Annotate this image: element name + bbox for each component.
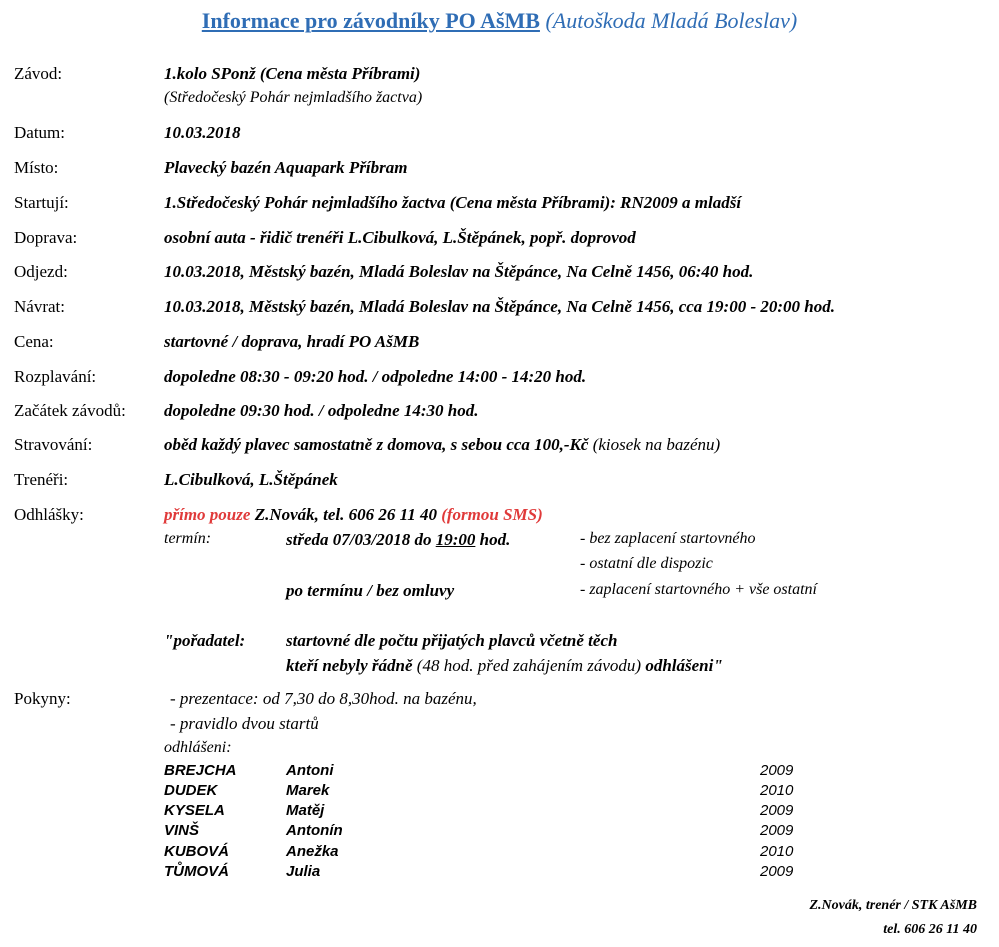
value-misto: Plavecký bazén Aquapark Příbram [164,158,408,177]
odhlasky-prime: přímo pouze [164,505,251,524]
value-doprava: osobní auta - řidič trenéři L.Cibulková, L.Štěpánek, popř. doprovod [164,228,636,247]
termin-deadline [286,530,510,550]
value-zavod-sub: (Středočeský Pohár nejmladšího žactva) [164,89,423,106]
label-odhlasky: Odhlášky: [14,505,84,524]
swimmer-surname: VINŠ [164,822,200,839]
swimmer-surname: KUBOVÁ [164,843,230,860]
label-navrat: Návrat: [14,297,65,316]
label-zavod: Závod: [14,64,63,83]
odhlasky-sms: (formou SMS) [441,505,543,524]
signature-line1: Z.Novák, trenér / STK AšMB [809,898,977,913]
swimmer-surname: BREJCHA [164,762,237,779]
swimmer-year: 2009 [760,863,794,880]
quote-line2-a: kteří nebyly řádně [286,656,413,675]
label-cena: Cena: [14,332,54,351]
title-subtitle: (Autoškoda Mladá Boleslav) [545,8,798,33]
value-treneri: L.Cibulková, L.Štěpánek [164,470,338,489]
swimmer-surname: KYSELA [164,802,225,819]
quote-line2 [286,656,723,676]
label-datum: Datum: [14,123,65,142]
swimmer-name: Antonín [286,822,343,839]
value-odjezd: 10.03.2018, Městský bazén, Mladá Boleslav na Štěpánce, Na Celně 1456, 06:40 hod. [164,262,754,281]
pokyny-item1: - prezentace: od 7,30 do 8,30hod. na bazénu, [170,689,477,708]
swimmer-year: 2009 [760,762,794,779]
swimmer-year: 2009 [760,822,794,839]
value-rozplavani: dopoledne 08:30 - 09:20 hod. / odpoledne 14:00 - 14:20 hod. [164,367,587,386]
swimmer-name: Marek [286,782,330,799]
swimmer-name: Matěj [286,802,325,819]
value-zacatek: dopoledne 09:30 hod. / odpoledne 14:30 hod. [164,401,479,420]
label-pokyny: Pokyny: [14,689,71,708]
pokyny-list-label: odhlášeni: [164,739,232,756]
swimmer-surname: TŮMOVÁ [164,863,229,880]
label-startuji: Startují: [14,193,69,212]
quote-line1: startovné dle počtu přijatých plavců včetně těch [286,631,618,650]
label-rozplavani: Rozplavání: [14,367,97,386]
label-doprava: Doprava: [14,228,78,247]
quote-line2-b: (48 hod. před zahájením závodu) [416,656,642,675]
swimmer-name: Anežka [286,843,339,860]
pokyny-item2: - pravidlo dvou startů [170,714,319,733]
swimmer-year: 2010 [760,782,794,799]
value-stravovani-main: oběd každý plavec samostatně z domova, s sebou cca 100,-Kč [164,435,589,454]
after-deadline: po termínu / bez omluvy [286,581,455,600]
odhlasky-contact: Z.Novák, tel. 606 26 11 40 [254,505,437,524]
swimmer-surname: DUDEK [164,782,218,799]
quote-label: "pořadatel: [164,631,246,650]
termin-note2: - ostatní dle dispozic [580,555,713,572]
value-navrat: 10.03.2018, Městský bazén, Mladá Boleslav na Štěpánce, Na Celně 1456, cca 19:00 - 20:00 hod. [164,297,835,316]
value-datum: 10.03.2018 [164,123,241,142]
deadline-time: 19:00 [435,530,476,549]
label-misto: Místo: [14,158,59,177]
value-cena: startovné / doprava, hradí PO AšMB [164,332,420,351]
swimmer-name: Julia [286,863,321,880]
label-treneri: Trenéři: [14,470,69,489]
page-title [0,8,999,34]
title-main: Informace pro závodníky PO AšMB [201,8,540,33]
swimmer-year: 2009 [760,802,794,819]
signature-line2: tel. 606 26 11 40 [883,922,977,937]
swimmer-name: Antoni [286,762,334,779]
value-zavod: 1.kolo SPonž (Cena města Příbrami) [164,64,421,83]
label-zacatek: Začátek závodů: [14,401,126,420]
value-stravovani-note: (kiosek na bazénu) [592,435,721,454]
deadline-pre: středa 07/03/2018 do [286,530,432,549]
label-odjezd: Odjezd: [14,262,68,281]
termin-note1: - bez zaplacení startovného [580,530,756,547]
after-deadline-note: - zaplacení startovného + vše ostatní [580,581,817,598]
deadline-post: hod. [479,530,511,549]
value-stravovani [164,435,720,455]
value-startuji: 1.Středočeský Pohár nejmladšího žactva (Cena města Příbrami): RN2009 a mladší [164,193,742,212]
value-odhlasky [164,505,543,525]
termin-label: termín: [164,530,212,547]
swimmer-year: 2010 [760,843,794,860]
quote-line2-c: odhlášeni" [645,656,723,675]
label-stravovani: Stravování: [14,435,93,454]
